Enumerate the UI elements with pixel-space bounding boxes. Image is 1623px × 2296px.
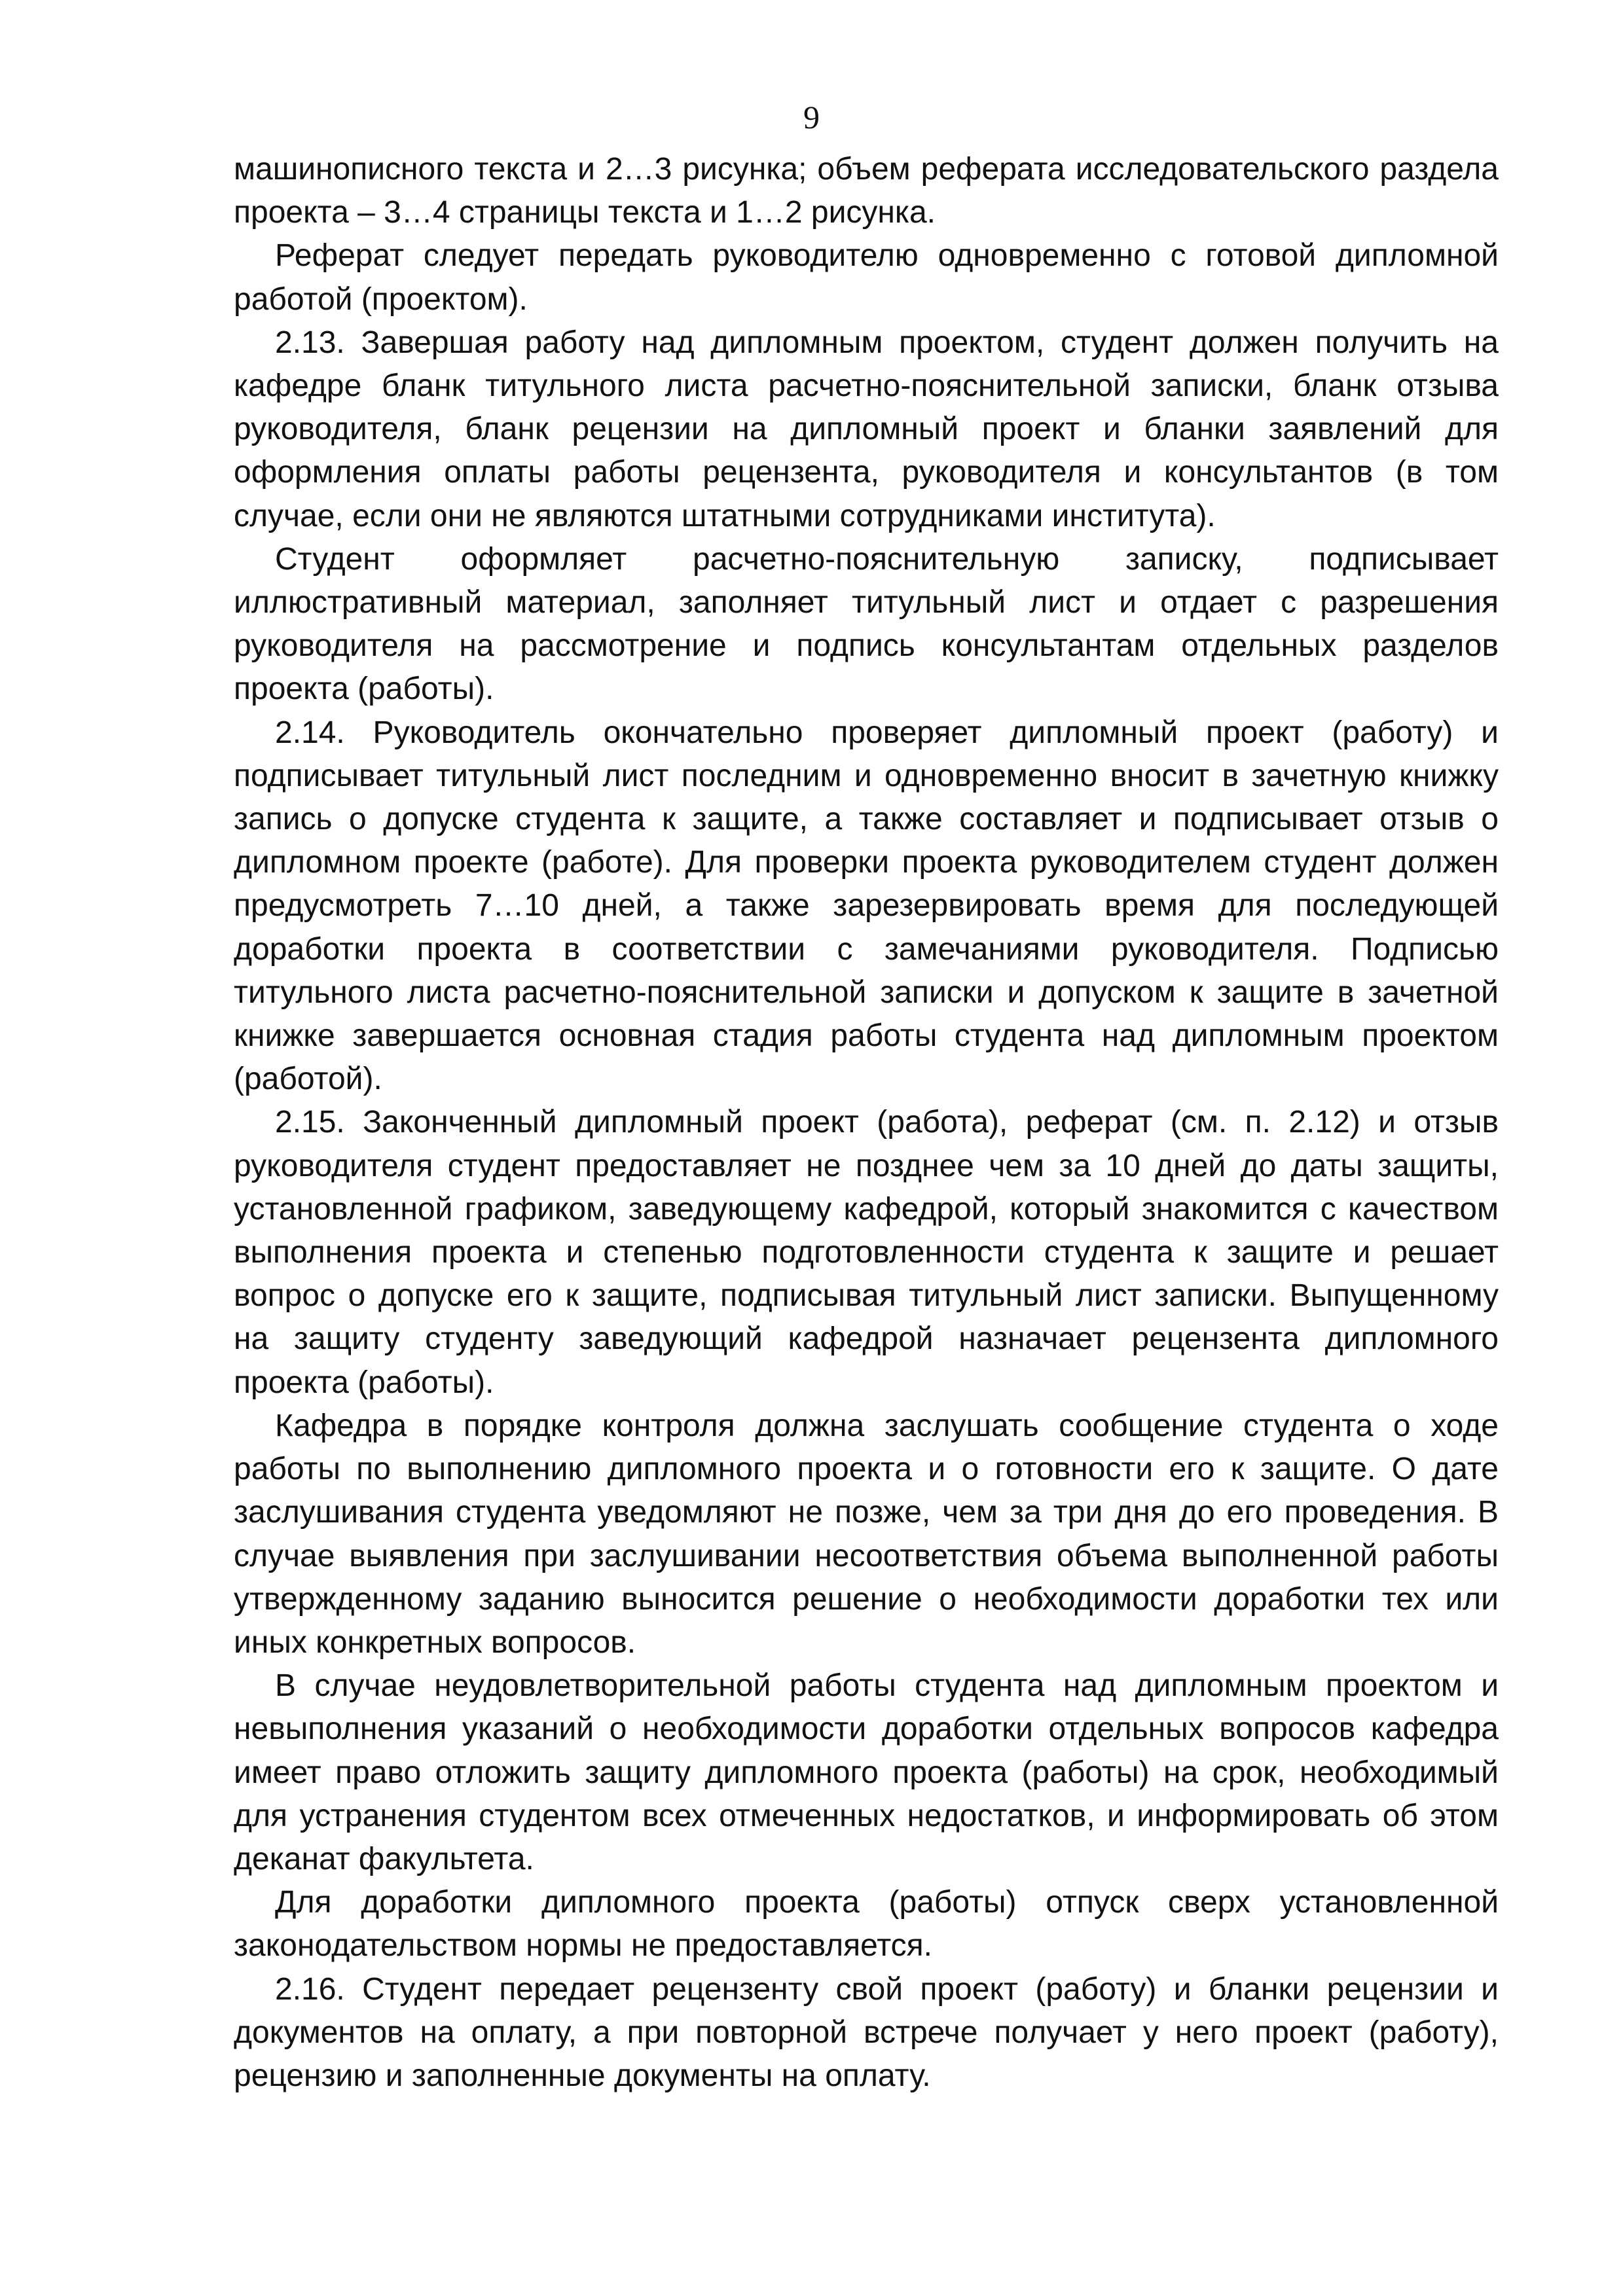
paragraph-section-2-16: 2.16. Студент передает рецензенту свой проект (работу) и бланки рецензии и документов на оплату, а при повторной встрече получает у него проект (работу), рецензию и заполненные документы на оплату. bbox=[234, 1971, 1499, 2093]
page-number: 9 bbox=[803, 99, 820, 135]
paragraph-unsatisfactory-work: В случае неудовлетворительной работы студента над дипломным проектом и невыполнения указаний о необходимости доработки отдельных вопросов кафедра имеет право отложить защиту дипломного проекта (работы) на срок, необходимый для устранения студентом всех отмеченных недостатков, и информировать об этом деканат факультета. bbox=[234, 1668, 1499, 1876]
paragraph-section-2-14: 2.14. Руководитель окончательно проверяет дипломный проект (работу) и подписывает титульный лист последним и одновременно вносит в зачетную книжку запись о допуске студента к защите, а также составляет и подписывает отзыв о дипломном проекте (работе). Для проверки проекта руководителем студент должен предусмотреть 7…10 дней, а также зарезервировать время для последующей доработки проекта в соответствии с замечаниями руководителя. Подписью титульного листа расчетно-пояснительной записки и допуском к защите в зачетной книжке завершается основная стадия работы студента над дипломным проектом (работой). bbox=[234, 715, 1499, 1097]
paragraph-section-2-15: 2.15. Законченный дипломный проект (работа), реферат (см. п. 2.12) и отзыв руководителя студент предоставляет не позднее чем за 10 дней до даты защиты, установленной графиком, заведующему кафедрой, который знакомится с качеством выполнения проекта и степенью подготовленности студента к защите и решает вопрос о допуске его к защите, подписывая титульный лист записки. Выпущенному на защиту студенту заведующий кафедрой назначает рецензента дипломного проекта (работы). bbox=[234, 1105, 1499, 1400]
page-body bbox=[234, 148, 1499, 2098]
paragraph-abstract-submission: Реферат следует передать руководителю одновременно с готовой дипломной работой (проектом). bbox=[234, 238, 1499, 317]
paragraph-no-extra-leave: Для доработки дипломного проекта (работы) отпуск сверх установленной законодательством нормы не предоставляется. bbox=[234, 1885, 1499, 1964]
paragraph-student-formatting: Студент оформляет расчетно-пояснительную записку, подписывает иллюстративный материал, заполняет титульный лист и отдает с разрешения руководителя на рассмотрение и подпись консультантам отдельных разделов проекта (работы). bbox=[234, 541, 1499, 707]
paragraph-section-2-13: 2.13. Завершая работу над дипломным проектом, студент должен получить на кафедре бланк титульного листа расчетно-пояснительной записки, бланк отзыва руководителя, бланк рецензии на дипломный проект и бланки заявлений для оформления оплаты работы рецензента, руководителя и консультантов (в том случае, если они не являются штатными сотрудниками института). bbox=[234, 325, 1499, 533]
paragraph-department-control: Кафедра в порядке контроля должна заслушать сообщение студента о ходе работы по выполнению дипломного проекта и о готовности его к защите. О дате заслушивания студента уведомляют не позже, чем за три дня до его проведения. В случае выявления при заслушивании несоответствия объема выполненной работы утвержденному заданию выносится решение о необходимости доработки тех или иных конкретных вопросов. bbox=[234, 1408, 1499, 1660]
paragraph-continuation: машинописного текста и 2…3 рисунка; объем реферата исследовательского раздела проекта – 3…4 страницы текста и 1…2 рисунка. bbox=[234, 152, 1499, 230]
